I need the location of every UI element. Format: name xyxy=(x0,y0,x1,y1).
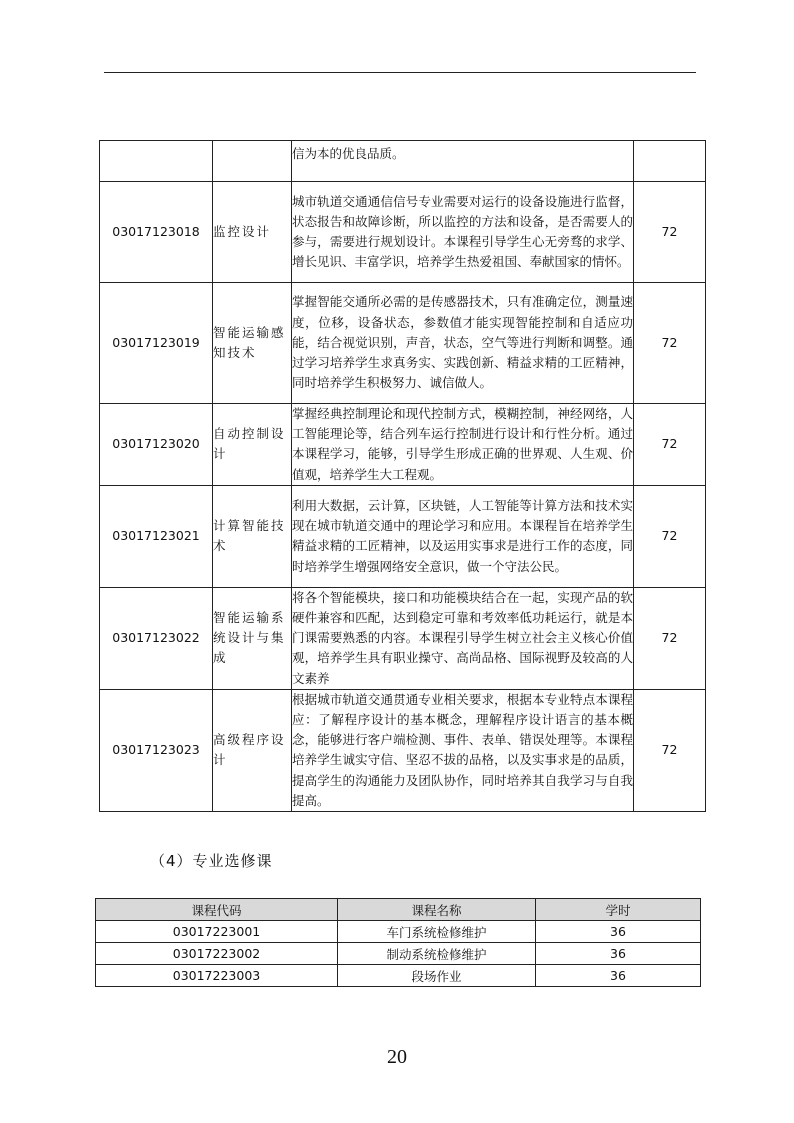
course-hours: 72 xyxy=(634,182,706,283)
course-name: 高级程序设计 xyxy=(213,689,292,811)
course-description: 城市轨道交通通信信号专业需要对运行的设备设施进行监督，状态报告和故障诊断，所以监控的方法和设备，是否需要人的参与，需要进行规划设计。本课程引导学生心无旁骛的求学、增长见识、丰富学识，培养学生热爱祖国、奉献国家的情怀。 xyxy=(292,182,634,283)
course-description: 掌握经典控制理论和现代控制方式，模糊控制，神经网络，人工智能理论等，结合列车运行控制进行设计和行性分析。通过本课程学习，能够，引导学生形成正确的世界观、人生观、价值观，培养学生大工程观。 xyxy=(292,404,634,486)
course-name xyxy=(213,141,292,182)
course-hours: 72 xyxy=(634,485,706,587)
course-hours: 72 xyxy=(634,283,706,404)
course-code: 03017123018 xyxy=(100,182,213,283)
table-row xyxy=(100,587,706,689)
course-name: 智能运输感知技术 xyxy=(213,283,292,404)
table-row xyxy=(100,689,706,811)
course-description: 根据城市轨道交通贯通专业相关要求，根据本专业特点本课程应：了解程序设计的基本概念，理解程序设计语言的基本概念，能够进行客户端检测、事件、表单、错误处理等。本课程培养学生诚实守信、坚忍不拔的品格，以及实事求是的品质，提高学生的沟通能力及团队协作，同时培养其自我学习与自我提高。 xyxy=(292,689,634,811)
page-number: 20 xyxy=(387,1046,407,1068)
elective-name: 制动系统检修维护 xyxy=(338,943,536,965)
elective-code: 03017223001 xyxy=(96,921,338,943)
course-code: 03017123022 xyxy=(100,587,213,689)
course-hours: 72 xyxy=(634,587,706,689)
course-hours: 72 xyxy=(634,404,706,486)
table-row xyxy=(96,921,701,943)
table-row xyxy=(100,485,706,587)
table-header-row xyxy=(96,899,701,921)
elective-name: 段场作业 xyxy=(338,965,536,987)
course-code: 03017123023 xyxy=(100,689,213,811)
course-name: 智能运输系统设计与集成 xyxy=(213,587,292,689)
table-row xyxy=(100,283,706,404)
table-row xyxy=(100,141,706,182)
course-hours xyxy=(634,141,706,182)
header-rule xyxy=(104,72,696,73)
elective-hours: 36 xyxy=(536,965,701,987)
table-row xyxy=(96,965,701,987)
table-row xyxy=(100,404,706,486)
table-row xyxy=(100,182,706,283)
core-course-table xyxy=(99,140,706,812)
elective-section-title: （4）专业选修课 xyxy=(150,852,273,870)
course-hours: 72 xyxy=(634,689,706,811)
course-description: 掌握智能交通所必需的是传感器技术，只有准确定位，测量速度，位移，设备状态，参数值才能实现智能控制和自适应功能，结合视觉识别，声音，状态，空气等进行判断和调整。通过学习培养学生求真务实、实践创新、精益求精的工匠精神，同时培养学生积极努力、诚信做人。 xyxy=(292,283,634,404)
course-description: 将各个智能模块，接口和功能模块结合在一起，实现产品的软硬件兼容和匹配，达到稳定可靠和考效率低功耗运行，就是本门课需要熟悉的内容。本课程引导学生树立社会主义核心价值观，培养学生具有职业操守、高尚品格、国际视野及较高的人文素养 xyxy=(292,587,634,689)
course-code: 03017123020 xyxy=(100,404,213,486)
course-name: 自动控制设计 xyxy=(213,404,292,486)
course-code xyxy=(100,141,213,182)
elective-name: 车门系统检修维护 xyxy=(338,921,536,943)
course-code: 03017123021 xyxy=(100,485,213,587)
elective-code: 03017223003 xyxy=(96,965,338,987)
table-row xyxy=(96,943,701,965)
header-course-name: 课程名称 xyxy=(338,899,536,921)
elective-code: 03017223002 xyxy=(96,943,338,965)
header-course-hours: 学时 xyxy=(536,899,701,921)
course-name: 监控设计 xyxy=(213,182,292,283)
elective-hours: 36 xyxy=(536,943,701,965)
course-description: 信为本的优良品质。 xyxy=(292,141,634,182)
elective-hours: 36 xyxy=(536,921,701,943)
course-description: 利用大数据，云计算，区块链，人工智能等计算方法和技术实现在城市轨道交通中的理论学习和应用。本课程旨在培养学生精益求精的工匠精神，以及运用实事求是进行工作的态度，同时培养学生增强网络安全意识，做一个守法公民。 xyxy=(292,485,634,587)
header-course-code: 课程代码 xyxy=(96,899,338,921)
course-code: 03017123019 xyxy=(100,283,213,404)
elective-course-table xyxy=(95,898,701,987)
course-name: 计算智能技术 xyxy=(213,485,292,587)
